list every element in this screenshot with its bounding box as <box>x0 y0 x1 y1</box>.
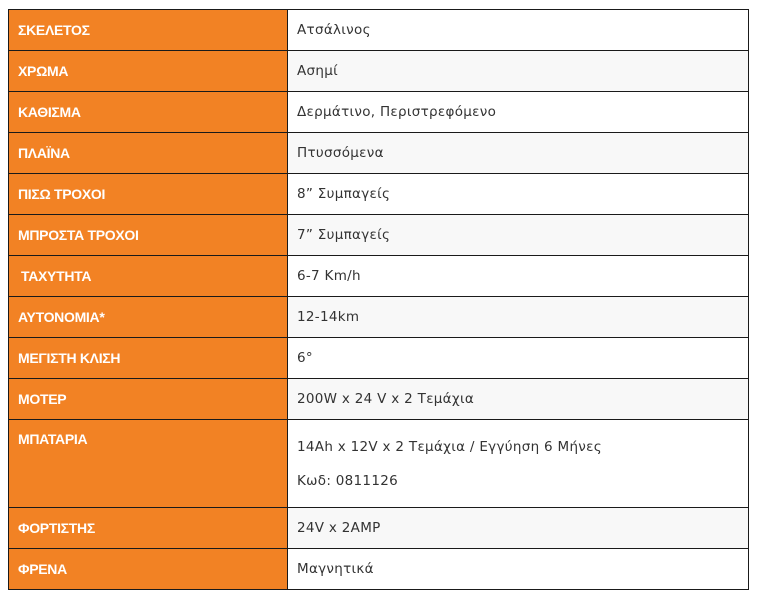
spec-label: ΠΛΑΪΝΑ <box>9 133 288 174</box>
spec-label: ΦΡΕΝΑ <box>9 549 288 590</box>
spec-value: 12-14km <box>288 297 749 338</box>
spec-row-range <box>9 297 749 338</box>
spec-row-motor <box>9 379 749 420</box>
spec-value: 6° <box>288 338 749 379</box>
spec-row-charger <box>9 508 749 549</box>
spec-label: ΜΠΑΤΑΡΙΑ <box>9 420 288 508</box>
spec-value-line: 14Ah x 12V x 2 Τεμάχια / Εγγύηση 6 Μήνες <box>297 438 602 455</box>
spec-value: Πτυσσόμενα <box>288 133 749 174</box>
spec-row-sides <box>9 133 749 174</box>
product-code: Κωδ: 0811126 <box>297 472 398 489</box>
spec-value: Ατσάλινος <box>288 10 749 51</box>
spec-row-brakes <box>9 549 749 590</box>
spec-value <box>288 420 749 508</box>
spec-label: ΧΡΩΜΑ <box>9 51 288 92</box>
spec-label: ΣΚΕΛΕΤΟΣ <box>9 10 288 51</box>
spec-label: ΜΠΡΟΣΤΑ ΤΡΟΧΟΙ <box>9 215 288 256</box>
spec-row-speed <box>9 256 749 297</box>
spec-value: Δερμάτινο, Περιστρεφόμενο <box>288 92 749 133</box>
spec-label: ΤΑΧΥΤΗΤΑ <box>9 256 288 297</box>
spec-value: 6-7 Km/h <box>288 256 749 297</box>
spec-value: 24V x 2AMP <box>288 508 749 549</box>
spec-row-color <box>9 51 749 92</box>
spec-row-max-incline <box>9 338 749 379</box>
spec-label: ΦΟΡΤΙΣΤΗΣ <box>9 508 288 549</box>
spec-row-seat <box>9 92 749 133</box>
spec-row-front-wheels <box>9 215 749 256</box>
spec-row-frame <box>9 10 749 51</box>
spec-value: Ασημί <box>288 51 749 92</box>
spec-value: Μαγνητικά <box>288 549 749 590</box>
spec-row-battery <box>9 420 749 508</box>
spec-value: 7” Συμπαγείς <box>288 215 749 256</box>
spec-label: ΠΙΣΩ ΤΡΟΧΟΙ <box>9 174 288 215</box>
spec-label: ΑΥΤΟΝΟΜΙΑ* <box>9 297 288 338</box>
spec-label: ΜΕΓΙΣΤΗ ΚΛΙΣΗ <box>9 338 288 379</box>
spec-row-rear-wheels <box>9 174 749 215</box>
spec-value: 8” Συμπαγείς <box>288 174 749 215</box>
spec-value: 200W x 24 V x 2 Τεμάχια <box>288 379 749 420</box>
spec-label: ΚΑΘΙΣΜΑ <box>9 92 288 133</box>
spec-label: ΜΟΤΕΡ <box>9 379 288 420</box>
specifications-table <box>8 9 749 590</box>
